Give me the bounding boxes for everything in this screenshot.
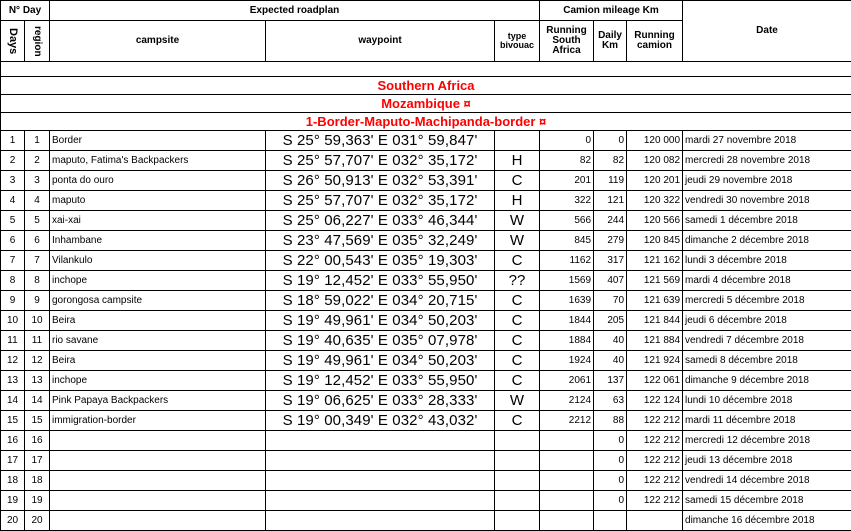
campsite-cell[interactable] (50, 451, 266, 471)
running-south-africa-cell[interactable] (540, 431, 594, 451)
daily-km-cell[interactable]: 279 (594, 231, 627, 251)
running-camion-cell[interactable]: 121 844 (627, 311, 683, 331)
waypoint-cell[interactable]: S 25° 57,707' E 032° 35,172' (266, 191, 495, 211)
campsite-cell[interactable]: xai-xai (50, 211, 266, 231)
header-type-bivouac[interactable]: type bivouac (495, 21, 540, 62)
running-camion-cell[interactable]: 122 061 (627, 371, 683, 391)
section-mozambique[interactable]: Mozambique ¤ (1, 95, 851, 113)
header-days-cell[interactable] (1, 21, 25, 62)
running-camion-cell[interactable]: 120 082 (627, 151, 683, 171)
date-cell[interactable]: vendredi 14 décembre 2018 (683, 471, 851, 491)
bivouac-cell[interactable]: H (495, 191, 540, 211)
header-campsite[interactable]: campsite (50, 21, 266, 62)
table-row (1, 251, 851, 271)
campsite-cell[interactable]: Border (50, 131, 266, 151)
daily-km-cell[interactable]: 121 (594, 191, 627, 211)
region-cell[interactable]: 13 (25, 371, 50, 391)
header-running-camion[interactable]: Running camion (627, 21, 683, 62)
table-row (1, 131, 851, 151)
running-south-africa-cell[interactable]: 1924 (540, 351, 594, 371)
day-cell[interactable]: 18 (1, 471, 25, 491)
table-row (1, 351, 851, 371)
campsite-cell[interactable]: gorongosa campsite (50, 291, 266, 311)
table-row (1, 331, 851, 351)
running-south-africa-cell[interactable] (540, 511, 594, 531)
day-cell[interactable]: 13 (1, 371, 25, 391)
bivouac-cell[interactable] (495, 431, 540, 451)
daily-km-cell[interactable]: 70 (594, 291, 627, 311)
waypoint-cell[interactable]: S 19° 06,625' E 033° 28,333' (266, 391, 495, 411)
region-cell[interactable]: 14 (25, 391, 50, 411)
daily-km-cell[interactable]: 317 (594, 251, 627, 271)
date-cell[interactable]: samedi 15 décembre 2018 (683, 491, 851, 511)
running-south-africa-cell[interactable]: 2124 (540, 391, 594, 411)
date-cell[interactable]: vendredi 30 novembre 2018 (683, 191, 851, 211)
waypoint-cell[interactable]: S 19° 12,452' E 033° 55,950' (266, 371, 495, 391)
running-south-africa-cell[interactable]: 1884 (540, 331, 594, 351)
date-cell[interactable]: samedi 8 décembre 2018 (683, 351, 851, 371)
waypoint-cell[interactable]: S 22° 00,543' E 035° 19,303' (266, 251, 495, 271)
table-row (1, 171, 851, 191)
campsite-cell[interactable]: maputo, Fatima's Backpackers (50, 151, 266, 171)
date-cell[interactable]: vendredi 7 décembre 2018 (683, 331, 851, 351)
running-camion-cell[interactable]: 122 212 (627, 451, 683, 471)
date-cell[interactable]: mercredi 28 novembre 2018 (683, 151, 851, 171)
running-camion-cell[interactable]: 121 639 (627, 291, 683, 311)
date-cell[interactable]: dimanche 16 décembre 2018 (683, 511, 851, 531)
waypoint-cell[interactable]: S 19° 00,349' E 032° 43,032' (266, 411, 495, 431)
bivouac-cell[interactable]: W (495, 391, 540, 411)
bivouac-cell[interactable]: C (495, 331, 540, 351)
daily-km-cell[interactable]: 244 (594, 211, 627, 231)
table-row (1, 271, 851, 291)
header-camion-mileage[interactable]: Camion mileage Km (540, 1, 683, 21)
table-row (1, 151, 851, 171)
running-south-africa-cell[interactable]: 1844 (540, 311, 594, 331)
day-cell[interactable]: 4 (1, 191, 25, 211)
bivouac-cell[interactable]: W (495, 211, 540, 231)
running-camion-cell[interactable]: 120 000 (627, 131, 683, 151)
day-cell[interactable]: 9 (1, 291, 25, 311)
running-south-africa-cell[interactable]: 0 (540, 131, 594, 151)
table-row (1, 231, 851, 251)
header-date[interactable]: Date (683, 1, 851, 62)
daily-km-cell[interactable]: 63 (594, 391, 627, 411)
region-cell[interactable]: 3 (25, 171, 50, 191)
header-n-day[interactable]: N° Day (1, 1, 50, 21)
header-expected-roadplan[interactable]: Expected roadplan (50, 1, 540, 21)
waypoint-cell[interactable]: S 19° 12,452' E 033° 55,950' (266, 271, 495, 291)
region-cell[interactable]: 19 (25, 491, 50, 511)
running-camion-cell[interactable]: 121 162 (627, 251, 683, 271)
region-cell[interactable]: 9 (25, 291, 50, 311)
table-row (1, 311, 851, 331)
day-cell[interactable]: 20 (1, 511, 25, 531)
region-cell[interactable]: 18 (25, 471, 50, 491)
waypoint-cell[interactable] (266, 471, 495, 491)
date-cell[interactable]: mardi 27 novembre 2018 (683, 131, 851, 151)
table-row (1, 191, 851, 211)
running-camion-cell[interactable]: 120 566 (627, 211, 683, 231)
waypoint-cell[interactable]: S 19° 40,635' E 035° 07,978' (266, 331, 495, 351)
running-camion-cell[interactable]: 122 212 (627, 471, 683, 491)
table-row (1, 411, 851, 431)
day-cell[interactable]: 17 (1, 451, 25, 471)
running-south-africa-cell[interactable]: 566 (540, 211, 594, 231)
waypoint-cell[interactable]: S 25° 57,707' E 032° 35,172' (266, 151, 495, 171)
running-camion-cell[interactable]: 122 212 (627, 491, 683, 511)
date-cell[interactable]: lundi 3 décembre 2018 (683, 251, 851, 271)
region-cell[interactable]: 6 (25, 231, 50, 251)
running-south-africa-cell[interactable]: 322 (540, 191, 594, 211)
daily-km-cell[interactable]: 0 (594, 131, 627, 151)
running-camion-cell[interactable]: 121 884 (627, 331, 683, 351)
running-south-africa-cell[interactable]: 201 (540, 171, 594, 191)
daily-km-cell[interactable]: 40 (594, 331, 627, 351)
date-cell[interactable]: jeudi 6 décembre 2018 (683, 311, 851, 331)
region-cell[interactable]: 8 (25, 271, 50, 291)
section-leg[interactable]: 1-Border-Maputo-Machipanda-border ¤ (1, 113, 851, 131)
waypoint-cell[interactable]: S 19° 49,961' E 034° 50,203' (266, 351, 495, 371)
table-row (1, 431, 851, 451)
daily-km-cell[interactable] (594, 511, 627, 531)
bivouac-cell[interactable]: ?? (495, 271, 540, 291)
running-camion-cell[interactable] (627, 511, 683, 531)
region-cell[interactable]: 20 (25, 511, 50, 531)
running-south-africa-cell[interactable]: 1639 (540, 291, 594, 311)
bivouac-cell[interactable]: C (495, 351, 540, 371)
campsite-cell[interactable]: Vilankulo (50, 251, 266, 271)
running-camion-cell[interactable]: 122 212 (627, 411, 683, 431)
date-cell[interactable]: lundi 10 décembre 2018 (683, 391, 851, 411)
table-row (1, 391, 851, 411)
table-row (1, 211, 851, 231)
header-days: Days (7, 28, 18, 54)
day-cell[interactable]: 10 (1, 311, 25, 331)
day-cell[interactable]: 14 (1, 391, 25, 411)
date-cell[interactable]: mercredi 5 décembre 2018 (683, 291, 851, 311)
bivouac-cell[interactable]: C (495, 311, 540, 331)
running-south-africa-cell[interactable]: 845 (540, 231, 594, 251)
waypoint-cell[interactable]: S 25° 06,227' E 033° 46,344' (266, 211, 495, 231)
header-daily-km[interactable]: Daily Km (594, 21, 627, 62)
running-south-africa-cell[interactable]: 2212 (540, 411, 594, 431)
day-cell[interactable]: 7 (1, 251, 25, 271)
running-camion-cell[interactable]: 122 212 (627, 431, 683, 451)
bivouac-cell[interactable] (495, 471, 540, 491)
table-row (1, 511, 851, 531)
waypoint-cell[interactable]: S 19° 49,961' E 034° 50,203' (266, 311, 495, 331)
date-cell[interactable]: dimanche 9 décembre 2018 (683, 371, 851, 391)
daily-km-cell[interactable]: 0 (594, 491, 627, 511)
table-row (1, 451, 851, 471)
running-south-africa-cell[interactable]: 1569 (540, 271, 594, 291)
daily-km-cell[interactable]: 0 (594, 451, 627, 471)
day-cell[interactable]: 16 (1, 431, 25, 451)
day-cell[interactable]: 3 (1, 171, 25, 191)
running-camion-cell[interactable]: 121 924 (627, 351, 683, 371)
campsite-cell[interactable]: rio savane (50, 331, 266, 351)
campsite-cell[interactable] (50, 511, 266, 531)
running-camion-cell[interactable]: 120 322 (627, 191, 683, 211)
region-cell[interactable]: 2 (25, 151, 50, 171)
bivouac-cell[interactable]: C (495, 371, 540, 391)
running-south-africa-cell[interactable]: 82 (540, 151, 594, 171)
bivouac-cell[interactable]: C (495, 411, 540, 431)
bivouac-cell[interactable] (495, 131, 540, 151)
waypoint-cell[interactable]: S 18° 59,022' E 034° 20,715' (266, 291, 495, 311)
campsite-cell[interactable]: Pink Papaya Backpackers (50, 391, 266, 411)
day-cell[interactable]: 19 (1, 491, 25, 511)
waypoint-cell[interactable] (266, 511, 495, 531)
waypoint-cell[interactable]: S 25° 59,363' E 031° 59,847' (266, 131, 495, 151)
date-cell[interactable]: jeudi 13 décembre 2018 (683, 451, 851, 471)
date-cell[interactable]: jeudi 29 novembre 2018 (683, 171, 851, 191)
date-cell[interactable]: dimanche 2 décembre 2018 (683, 231, 851, 251)
bivouac-cell[interactable]: W (495, 231, 540, 251)
campsite-cell[interactable]: Beira (50, 351, 266, 371)
daily-km-cell[interactable]: 407 (594, 271, 627, 291)
region-cell[interactable]: 15 (25, 411, 50, 431)
region-cell[interactable]: 16 (25, 431, 50, 451)
running-camion-cell[interactable]: 120 845 (627, 231, 683, 251)
waypoint-cell[interactable] (266, 451, 495, 471)
table-row (1, 371, 851, 391)
campsite-cell[interactable]: maputo (50, 191, 266, 211)
table-row (1, 291, 851, 311)
header-region-cell[interactable] (25, 21, 50, 62)
bivouac-cell[interactable]: H (495, 151, 540, 171)
running-south-africa-cell[interactable] (540, 451, 594, 471)
running-south-africa-cell[interactable]: 1162 (540, 251, 594, 271)
day-cell[interactable]: 2 (1, 151, 25, 171)
date-cell[interactable]: mardi 4 décembre 2018 (683, 271, 851, 291)
running-camion-cell[interactable]: 120 201 (627, 171, 683, 191)
daily-km-cell[interactable]: 40 (594, 351, 627, 371)
header-region: region (32, 26, 42, 57)
running-south-africa-cell[interactable] (540, 471, 594, 491)
day-cell[interactable]: 6 (1, 231, 25, 251)
region-cell[interactable]: 17 (25, 451, 50, 471)
bivouac-cell[interactable]: C (495, 171, 540, 191)
daily-km-cell[interactable]: 137 (594, 371, 627, 391)
header-waypoint[interactable]: waypoint (266, 21, 495, 62)
section-southern-africa[interactable]: Southern Africa (1, 77, 851, 95)
region-cell[interactable]: 5 (25, 211, 50, 231)
day-cell[interactable]: 11 (1, 331, 25, 351)
bivouac-cell[interactable] (495, 511, 540, 531)
running-camion-cell[interactable]: 121 569 (627, 271, 683, 291)
waypoint-cell[interactable]: S 26° 50,913' E 032° 53,391' (266, 171, 495, 191)
day-cell[interactable]: 5 (1, 211, 25, 231)
bivouac-cell[interactable] (495, 451, 540, 471)
region-cell[interactable]: 7 (25, 251, 50, 271)
date-cell[interactable]: samedi 1 décembre 2018 (683, 211, 851, 231)
daily-km-cell[interactable]: 0 (594, 471, 627, 491)
campsite-cell[interactable]: immigration-border (50, 411, 266, 431)
campsite-cell[interactable]: inchope (50, 271, 266, 291)
campsite-cell[interactable]: Inhambane (50, 231, 266, 251)
day-cell[interactable]: 12 (1, 351, 25, 371)
region-cell[interactable]: 1 (25, 131, 50, 151)
header-running-south-africa[interactable]: Running South Africa (540, 21, 594, 62)
running-camion-cell[interactable]: 122 124 (627, 391, 683, 411)
region-cell[interactable]: 11 (25, 331, 50, 351)
waypoint-cell[interactable]: S 23° 47,569' E 035° 32,249' (266, 231, 495, 251)
spacer-row[interactable] (1, 62, 851, 77)
daily-km-cell[interactable]: 205 (594, 311, 627, 331)
campsite-cell[interactable] (50, 471, 266, 491)
date-cell[interactable]: mercredi 12 décembre 2018 (683, 431, 851, 451)
day-cell[interactable]: 1 (1, 131, 25, 151)
day-cell[interactable]: 15 (1, 411, 25, 431)
waypoint-cell[interactable] (266, 431, 495, 451)
running-south-africa-cell[interactable]: 2061 (540, 371, 594, 391)
bivouac-cell[interactable]: C (495, 291, 540, 311)
campsite-cell[interactable]: ponta do ouro (50, 171, 266, 191)
day-cell[interactable]: 8 (1, 271, 25, 291)
region-cell[interactable]: 10 (25, 311, 50, 331)
table-row (1, 471, 851, 491)
region-cell[interactable]: 12 (25, 351, 50, 371)
campsite-cell[interactable]: Beira (50, 311, 266, 331)
daily-km-cell[interactable]: 82 (594, 151, 627, 171)
daily-km-cell[interactable]: 119 (594, 171, 627, 191)
date-cell[interactable]: mardi 11 décembre 2018 (683, 411, 851, 431)
daily-km-cell[interactable]: 0 (594, 431, 627, 451)
daily-km-cell[interactable]: 88 (594, 411, 627, 431)
campsite-cell[interactable]: inchope (50, 371, 266, 391)
campsite-cell[interactable] (50, 431, 266, 451)
region-cell[interactable]: 4 (25, 191, 50, 211)
bivouac-cell[interactable]: C (495, 251, 540, 271)
